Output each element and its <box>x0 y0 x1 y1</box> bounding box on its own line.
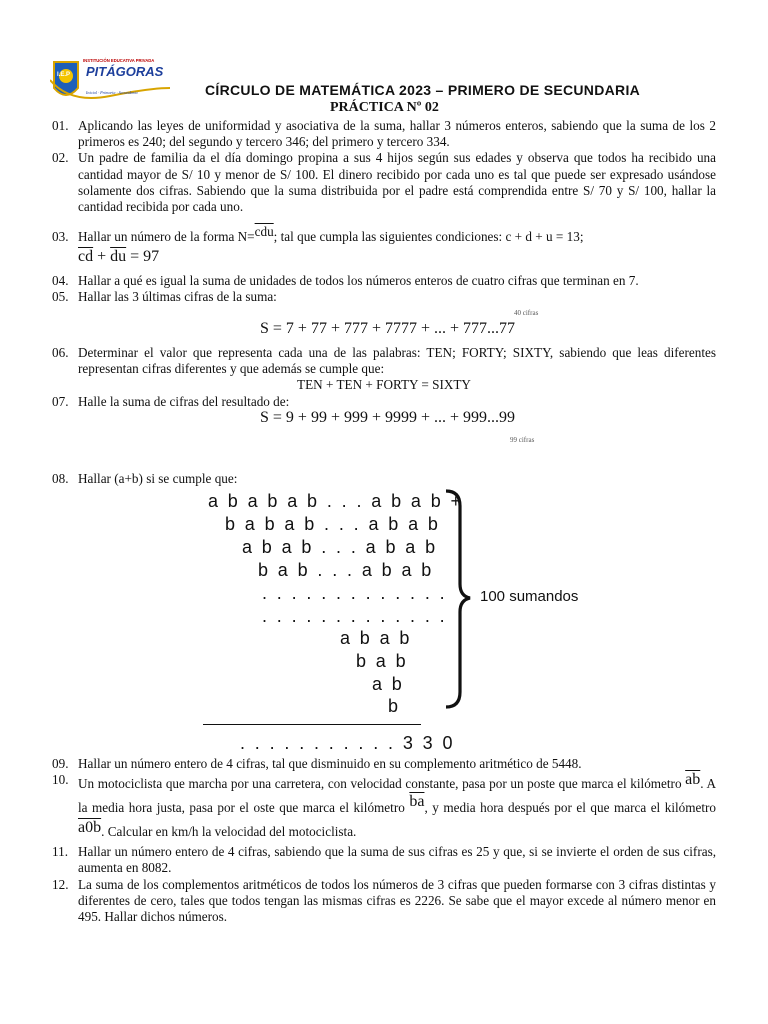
problem-08: 08. Hallar (a+b) si se cumple que: <box>52 471 238 486</box>
problem-07: 07. Halle la suma de cifras del resultado de: S = 9 + 99 + 999 + 9999 + ... + 999...99 99 cifras <box>52 393 535 444</box>
logo-badge: I.E.P <box>57 72 71 78</box>
problem-05: 05. Hallar las 3 últimas cifras de la suma: 40 cifras S = 7 + 77 + 777 + 7777 + ... + 777...77 <box>52 288 539 338</box>
page-title: CÍRCULO DE MATEMÁTICA 2023 – PRIMERO DE SECUNDARIA <box>205 82 641 98</box>
sum-row: b a b <box>356 651 409 671</box>
sum-row: . . . . . . . . . . . . . <box>262 583 448 603</box>
sum-row: b <box>388 696 401 716</box>
sum-row: a b a b a b . . . a b a b + <box>208 491 464 511</box>
problem-01: 01. Aplicando las leyes de uniformidad y asociativa de la suma, hallar 3 números enteros, sabiendo que la suma de los 2 primeros es 240; del segundo y tercero 346; del primero y tercero 334. <box>52 118 716 150</box>
condition-formula: $\overline{cd} + \overline{du} = 97$ <box>78 248 160 266</box>
sum-row: b a b a b . . . a b a b <box>225 514 441 534</box>
sum-divider <box>203 724 421 725</box>
problem-06: 06. Determinar el valor que representa cada una de las palabras: TEN; FORTY; SIXTY, sabiendo que leas diferentes representan cifras diferentes y que además se cumple que: TEN + TEN + FORTY = SIXTY <box>52 345 716 393</box>
logo-line1: INSTITUCIÓN EDUCATIVA PRIVADA <box>83 58 155 63</box>
brace-label: 100 sumandos <box>480 588 579 605</box>
sum-result: . . . . . . . . . . . 3 3 0 <box>240 733 455 753</box>
problem-02: 02. Un padre de familia da el día domingo propina a sus 4 hijos según sus edades y observa que todos ha recibido una cantidad mayor de S/ 10 y menor de S/ 100. El dinero recibido por cada uno es tal que puede ser expresado usándose solamente dos cifras. Sabiendo que la suma distribuida por el padre está comprendida entre S/ 70 y S/ 100, hallar la cantidad recibida por cada uno. <box>52 150 716 215</box>
problem-09: 09. Hallar un número entero de 4 cifras, tal que disminuido en su complemento aritmético de 5448. <box>52 756 582 771</box>
logo-name: PITÁGORAS <box>86 64 164 79</box>
problem-12: 12. La suma de los complementos aritméticos de todos los números de 3 cifras que pueden formarse con 3 cifras distintas y diferentes de cero, tales que todos tengan las mismas cifras es 2226. Se sabe que el mayor excede al número menor en 495. Hallar dichos números. <box>52 876 716 925</box>
problem-10: 10. Un motociclista que marcha por una carretera, con velocidad constante, pasa por un poste que marca el kilómetro $\overline{ab}$. A la media hora justa, pasa por el oste que marca el kilómetro $\overline{ba}$, y media hora después por el que marca el kilómetro a0b. Calcular en km/h la velocidad del motociclista. <box>52 771 717 840</box>
problems-lower <box>52 756 716 925</box>
equation-06: TEN + TEN + FORTY = SIXTY <box>297 377 471 393</box>
problem-03: 03. Hallar un número de la forma $N=\overline{cdu}$; tal que cumpla las siguientes condiciones: c + d + u = 13; $\overline{cd} + \overline{du} = 97$ <box>52 224 584 266</box>
overline-a0b: a0b <box>78 819 102 837</box>
school-logo <box>50 58 170 104</box>
page-subtitle: PRÁCTICA Nº 02 <box>330 100 439 115</box>
sum-row: a b <box>372 674 405 694</box>
sum-row: b a b . . . a b a b <box>258 560 434 580</box>
problems-upper <box>52 118 716 450</box>
overline-ab: $\overline{ab}$ <box>685 771 701 789</box>
curly-brace <box>440 488 476 710</box>
problem-11: 11. Hallar un número entero de 4 cifras, sabiendo que la suma de sus cifras es 25 y que, si se invierte el orden de sus cifras, aumenta en 8082. <box>52 844 716 876</box>
sum-row: a b a b . . . a b a b <box>242 537 438 557</box>
sum-formula-07: S = 9 + 99 + 999 + 9999 + ... + 999...99 <box>260 408 516 426</box>
sum-row: . . . . . . . . . . . . . <box>262 606 448 626</box>
problem-04: 04. Hallar a qué es igual la suma de unidades de todos los números enteros de cuatro cifras que terminan en 7. <box>52 272 639 288</box>
sum-row: a b a b <box>340 628 412 648</box>
overline-cdu: $\overline{cdu}$ <box>254 224 274 240</box>
logo-line2: Inicial · Primaria · Secundaria <box>86 90 138 95</box>
overline-ba: $\overline{ba}$ <box>409 793 425 811</box>
sum-formula-05: S = 7 + 77 + 777 + 7777 + ... + 777...77 <box>260 320 516 338</box>
